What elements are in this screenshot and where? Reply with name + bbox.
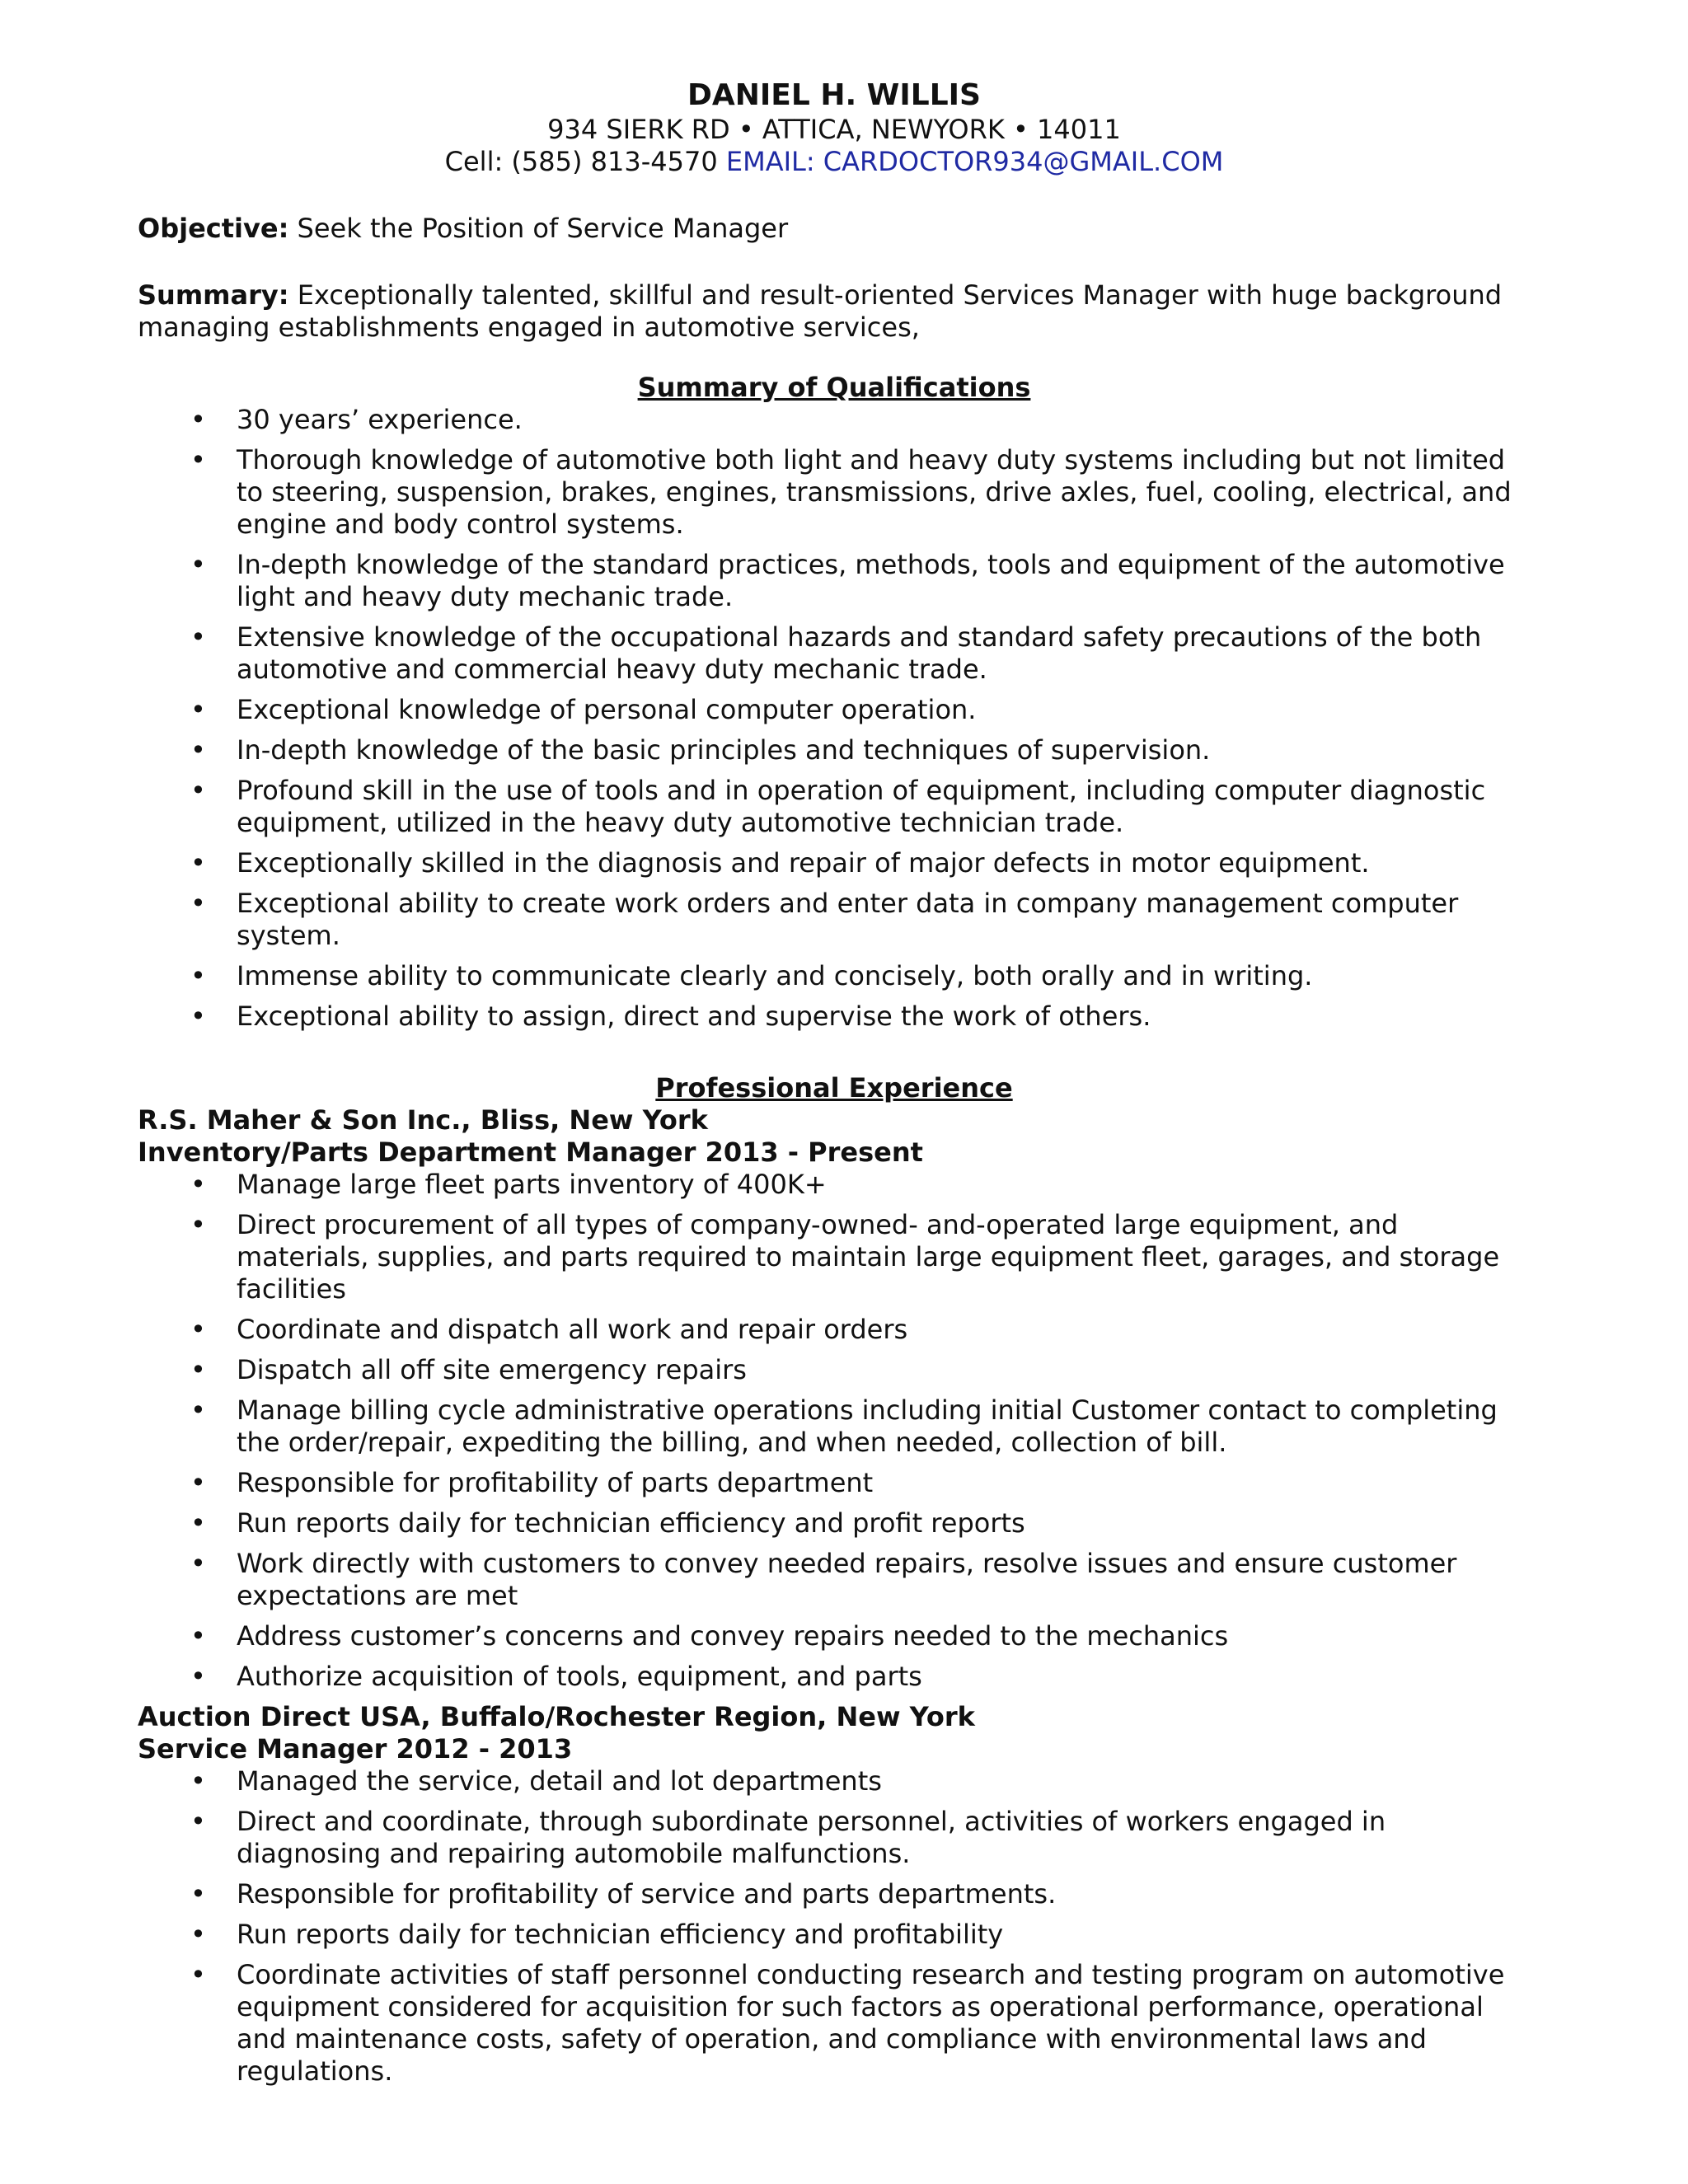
summary-label: Summary: (138, 279, 289, 311)
list-item: • Dispatch all off site emergency repairs (138, 1354, 1531, 1386)
list-item: • Profound skill in the use of tools and in operation of equipment, including computer diagnostic equipment, utilized in the heavy duty automotive technician trade. (138, 775, 1531, 839)
job-title: Inventory/Parts Department Manager 2013 - Present (138, 1137, 923, 1168)
list-item: • Responsible for profitability of parts department (138, 1467, 1531, 1499)
qualifications-list (138, 404, 1531, 1033)
list-item: • Manage large fleet parts inventory of 400K+ (138, 1169, 1531, 1201)
list-item: • Run reports daily for technician efficiency and profit reports (138, 1507, 1531, 1540)
list-item: • Responsible for profitability of service and parts departments. (138, 1878, 1531, 1910)
address-line: 934 SIERK RD • ATTICA, NEWYORK • 14011 (547, 114, 1121, 145)
objective-label: Objective: (138, 213, 289, 244)
summary-text: Exceptionally talented, skillful and result-oriented Services Manager with huge background managing establishments engaged in automotive services, (138, 279, 1503, 343)
candidate-name: DANIEL H. WILLIS (687, 78, 981, 112)
list-item: • Direct procurement of all types of company-owned- and-operated large equipment, and materials, supplies, and parts required to maintain large equipment fleet, garages, and storage facilities (138, 1209, 1531, 1305)
list-item: • Run reports daily for technician efficiency and profitability (138, 1919, 1531, 1951)
list-item: • Exceptional ability to create work orders and enter data in company management computer system. (138, 888, 1531, 952)
list-item: • Exceptional knowledge of personal computer operation. (138, 694, 1531, 726)
list-item: • Managed the service, detail and lot departments (138, 1765, 1531, 1797)
list-item: • Exceptional ability to assign, direct and supervise the work of others. (138, 1001, 1531, 1033)
list-item: • Immense ability to communicate clearly and concisely, both orally and in writing. (138, 960, 1531, 992)
list-item: • Manage billing cycle administrative operations including initial Customer contact to completing the order/repair, expediting the billing, and when needed, collection of bill. (138, 1394, 1531, 1459)
contact-line (138, 146, 1531, 178)
list-item: • Direct and coordinate, through subordinate personnel, activities of workers engaged in diagnosing and repairing automobile malfunctions. (138, 1806, 1531, 1870)
job-title: Service Manager 2012 - 2013 (138, 1733, 573, 1765)
job-company: Auction Direct USA, Buffalo/Rochester Region, New York (138, 1701, 975, 1732)
list-item: • Exceptionally skilled in the diagnosis and repair of major defects in motor equipment. (138, 847, 1531, 879)
job-duties-list (138, 1169, 1531, 1693)
list-item: • Extensive knowledge of the occupational hazards and standard safety precautions of the both automotive and commercial heavy duty mechanic trade. (138, 621, 1531, 686)
job-entry-rs-maher (138, 1104, 1531, 1693)
job-entry-auction-direct (138, 1701, 1531, 2088)
job-company: R.S. Maher & Son Inc., Bliss, New York (138, 1104, 708, 1136)
list-item: • Coordinate and dispatch all work and repair orders (138, 1314, 1531, 1346)
list-item: • Work directly with customers to convey needed repairs, resolve issues and ensure customer expectations are met (138, 1548, 1531, 1612)
list-item: • Address customer’s concerns and convey repairs needed to the mechanics (138, 1620, 1531, 1652)
resume-header (138, 77, 1531, 178)
list-item: • Coordinate activities of staff personnel conducting research and testing program on automotive equipment considered for acquisition for such factors as operational performance, operational and maintenance costs, safety of operation, and compliance with environmental laws and regulations. (138, 1959, 1531, 2088)
objective-text: Seek the Position of Service Manager (297, 213, 789, 244)
job-duties-list (138, 1765, 1531, 2088)
list-item: • 30 years’ experience. (138, 404, 1531, 436)
list-item: • Authorize acquisition of tools, equipment, and parts (138, 1661, 1531, 1693)
cell-phone: Cell: (585) 813-4570 (444, 146, 718, 177)
summary-section (138, 279, 1531, 344)
resume-page (138, 71, 1531, 2096)
objective-section (138, 213, 1531, 245)
experience-heading: Professional Experience (655, 1072, 1013, 1104)
list-item: • Thorough knowledge of automotive both light and heavy duty systems including but not limited to steering, suspension, brakes, engines, transmissions, drive axles, fuel, cooling, electrical, and engine and body control systems. (138, 444, 1531, 541)
list-item: • In-depth knowledge of the basic principles and techniques of supervision. (138, 734, 1531, 766)
email-address[interactable]: EMAIL: CARDOCTOR934@GMAIL.COM (725, 146, 1224, 177)
qualifications-heading: Summary of Qualifications (637, 372, 1031, 403)
list-item: • In-depth knowledge of the standard practices, methods, tools and equipment of the automotive light and heavy duty mechanic trade. (138, 549, 1531, 613)
